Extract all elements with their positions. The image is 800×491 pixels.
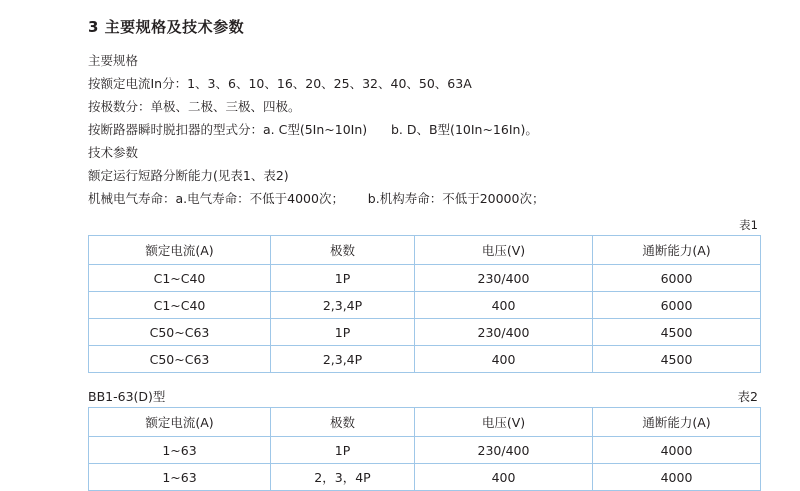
table-row <box>89 292 761 319</box>
table1-header-cell: 电压(V) <box>415 236 593 265</box>
table2-title: BB1-63(D)型 <box>88 389 166 404</box>
table1-cell: 6000 <box>593 292 761 319</box>
table2-cell: 2，3，4P <box>271 464 415 491</box>
table1-cell: 230/400 <box>415 319 593 346</box>
table2-caption: 表2 <box>737 389 758 404</box>
table-row <box>89 437 761 464</box>
page-title: 3 主要规格及技术参数 <box>88 18 245 36</box>
paragraph-tech-params-label: 技术参数 <box>88 145 139 160</box>
table1-cell: 4500 <box>593 319 761 346</box>
table-row <box>89 265 761 292</box>
table1-caption: 表1 <box>739 218 758 232</box>
paragraph-main-specs-label: 主要规格 <box>88 53 139 68</box>
paragraph-trip-type: 按断路器瞬时脱扣器的型式分：a. C型(5In~10In) b. D、B型(10In~16In)。 <box>88 122 538 137</box>
table2-header-cell: 通断能力(A) <box>593 408 761 437</box>
table1-cell: 2,3,4P <box>271 346 415 373</box>
table1-cell: 400 <box>415 292 593 319</box>
table-2 <box>88 407 761 491</box>
table2-cell: 4000 <box>593 464 761 491</box>
table2-label-row <box>88 387 760 405</box>
paragraph-pole-count: 按极数分：单极、二极、三极、四极。 <box>88 99 301 114</box>
table-1 <box>88 235 761 373</box>
table1-cell: 4500 <box>593 346 761 373</box>
table2-cell: 230/400 <box>415 437 593 464</box>
table1-header-cell: 额定电流(A) <box>89 236 271 265</box>
paragraph-rated-current: 按额定电流In分：1、3、6、10、16、20、25、32、40、50、63A <box>88 76 472 91</box>
table1-cell: 230/400 <box>415 265 593 292</box>
table1-cell: C50~C63 <box>89 346 271 373</box>
table1-cell: 1P <box>271 319 415 346</box>
table1-cell: 6000 <box>593 265 761 292</box>
table1-header-cell: 通断能力(A) <box>593 236 761 265</box>
table1-cell: 1P <box>271 265 415 292</box>
table-header-row <box>89 236 761 265</box>
table-row <box>89 464 761 491</box>
table2-cell: 1~63 <box>89 464 271 491</box>
table1-cell: C1~C40 <box>89 292 271 319</box>
table1-cell: C50~C63 <box>89 319 271 346</box>
table1-cell: C1~C40 <box>89 265 271 292</box>
table2-cell: 4000 <box>593 437 761 464</box>
table1-cell: 400 <box>415 346 593 373</box>
table-row <box>89 319 761 346</box>
paragraph-mechanical-life: 机械电气寿命：a.电气寿命：不低于4000次； b.机构寿命：不低于20000次； <box>88 191 545 206</box>
table1-caption-row <box>88 217 760 233</box>
table1-header-cell: 极数 <box>271 236 415 265</box>
table-row <box>89 346 761 373</box>
paragraph-breaking-capacity: 额定运行短路分断能力(见表1、表2) <box>88 168 289 183</box>
table2-header-cell: 电压(V) <box>415 408 593 437</box>
table2-cell: 400 <box>415 464 593 491</box>
table2-header-cell: 极数 <box>271 408 415 437</box>
table1-cell: 2,3,4P <box>271 292 415 319</box>
table2-header-cell: 额定电流(A) <box>89 408 271 437</box>
table2-cell: 1~63 <box>89 437 271 464</box>
table-header-row <box>89 408 761 437</box>
table2-cell: 1P <box>271 437 415 464</box>
